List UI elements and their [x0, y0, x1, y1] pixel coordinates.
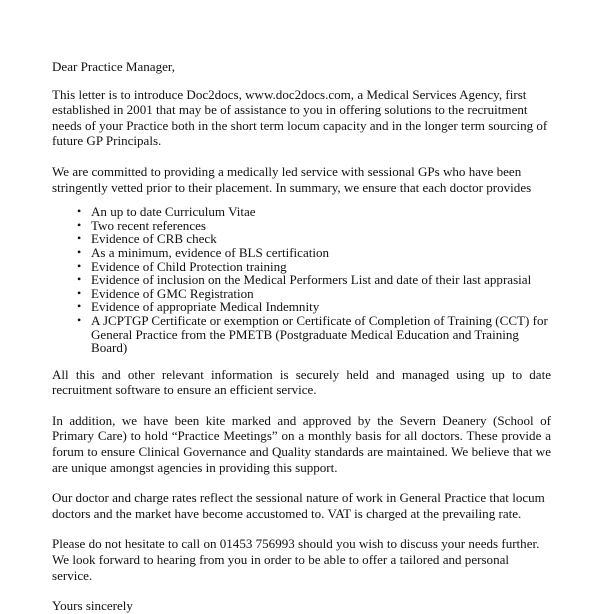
list-item: • Two recent references	[80, 219, 551, 233]
requirements-list	[52, 205, 551, 355]
list-item: • Evidence of CRB check	[80, 232, 551, 246]
information-paragraph: All this and other relevant information is securely held and managed using up to date recruitment software to ensure an efficient service.	[52, 366, 551, 398]
list-item: • Evidence of inclusion on the Medical Performers List and date of their last apprasial	[80, 273, 551, 287]
list-item: • As a minimum, evidence of BLS certification	[80, 246, 551, 260]
contact-paragraph: Please do not hesitate to call on 01453 756993 should you wish to discuss your needs further. We look forward to hearing from you in order to be able to offer a tailored and personal service.	[52, 536, 540, 583]
letter-greeting: Dear Practice Manager,	[52, 59, 175, 74]
list-item: • A JCPTGP Certificate or exemption or Certificate of Completion of Training (CCT) for General Practice from the PMETB (Postgraduate Medical Education and Training Board)	[80, 314, 551, 355]
list-item: • Evidence of appropriate Medical Indemnity	[80, 300, 551, 314]
intro-paragraph: This letter is to introduce Doc2docs, www.doc2docs.com, a Medical Services Agency, first established in 2001 that may be of assistance to you in offering solutions to the recruitment needs of your Practice both in the short term locum capacity and in the longer term sourcing of future GP Principals.	[52, 86, 548, 149]
list-item: • An up to date Curriculum Vitae	[80, 205, 551, 219]
list-item: • Evidence of Child Protection training	[80, 260, 551, 274]
rates-paragraph: Our doctor and charge rates reflect the sessional nature of work in General Practice that locum doctors and the market have become accustomed to. VAT is charged at the prevailing rate.	[52, 490, 545, 521]
deanery-paragraph: In addition, we have been kite marked and approved by the Severn Deanery (School of Primary Care) to hold “Practice Meetings” on a monthly basis for all doctors. These provide a forum to ensure Clinical Governance and Quality standards are maintained. We believe that we are unique amongst agencies in providing this support.	[52, 412, 551, 475]
commitment-paragraph: We are committed to providing a medically led service with sessional GPs who have been stringently vetted prior to their placement. In summary, we ensure that each doctor provides	[52, 163, 532, 195]
list-item: • Evidence of GMC Registration	[80, 287, 551, 301]
letter-closing: Yours sincerely	[52, 598, 133, 614]
letter-body	[52, 59, 551, 614]
